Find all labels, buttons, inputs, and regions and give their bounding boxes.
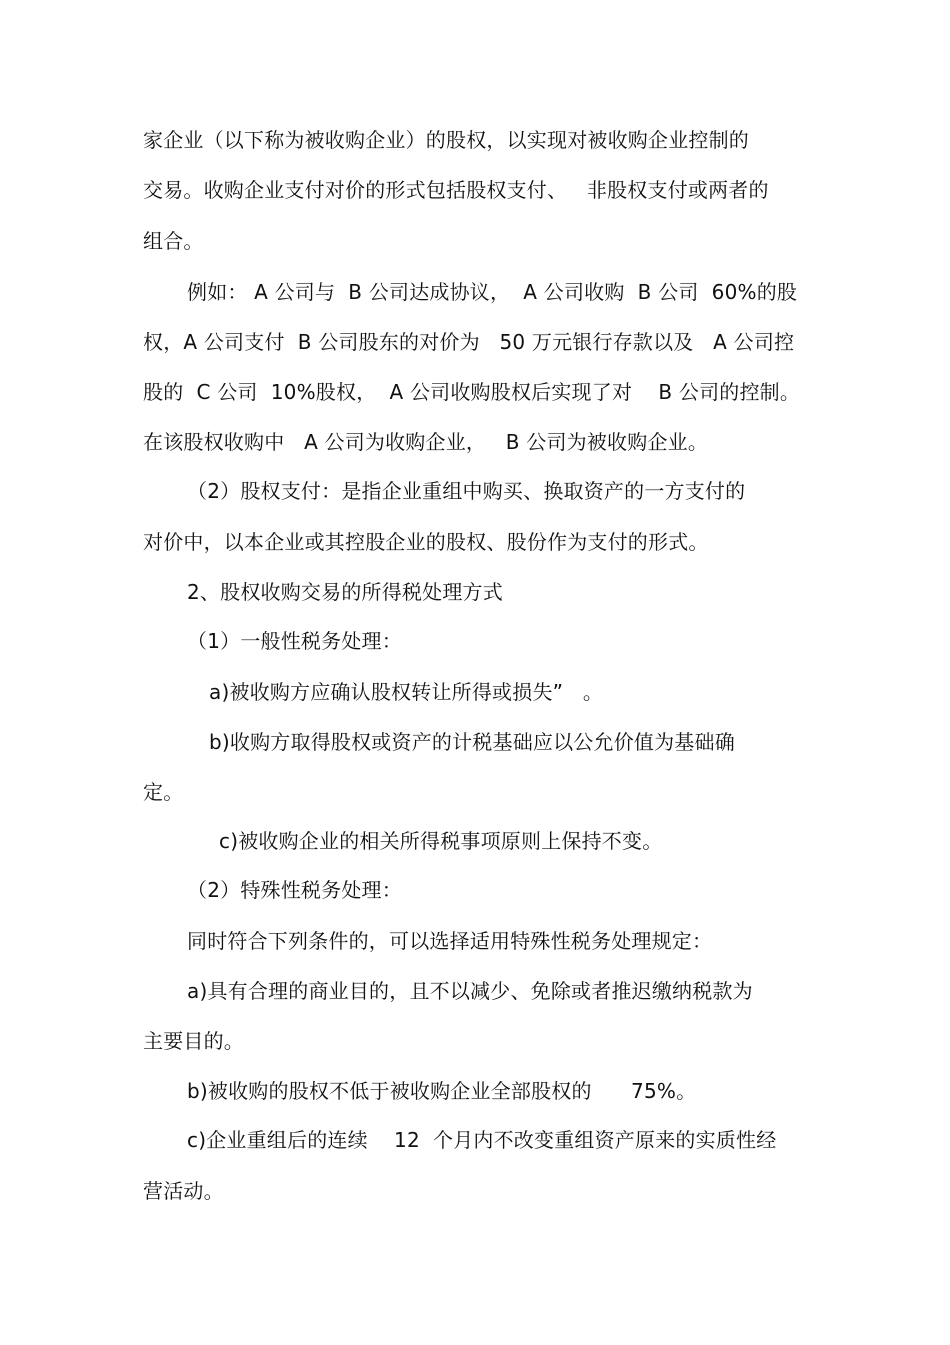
list-item: c)被收购企业的相关所得税事项原则上保持不变。 — [219, 829, 663, 853]
section-heading: 2、股权收购交易的所得税处理方式 — [187, 580, 503, 604]
list-item: a)具有合理的商业目的，且不以减少、免除或者推迟缴纳税款为 — [187, 979, 753, 1003]
subsection-heading: （2）特殊性税务处理： — [187, 878, 402, 902]
paragraph-line: （2）股权支付：是指企业重组中购买、换取资产的一方支付的 — [187, 479, 746, 503]
paragraph-line: 主要目的。 — [143, 1029, 244, 1053]
list-item: b)收购方取得股权或资产的计税基础应以公允价值为基础确 — [209, 730, 735, 754]
paragraph-line: 营活动。 — [143, 1179, 224, 1203]
paragraph-line: 定。 — [143, 780, 184, 804]
paragraph-line: 股的 C 公司 10%股权， A 公司收购股权后实现了对 B 公司的控制。 — [143, 380, 801, 404]
list-item: b)被收购的股权不低于被收购企业全部股权的 75%。 — [187, 1079, 697, 1103]
paragraph-line: 同时符合下列条件的，可以选择适用特殊性税务处理规定： — [187, 929, 713, 953]
paragraph-line: 交易。收购企业支付对价的形式包括股权支付、 非股权支付或两者的 — [143, 178, 769, 202]
paragraph-line: 在该股权收购中 A 公司为收购企业， B 公司为被收购企业。 — [143, 430, 709, 454]
paragraph-line: 权，A 公司支付 B 公司股东的对价为 50 万元银行存款以及 A 公司控 — [143, 330, 795, 354]
paragraph-line: 家企业（以下称为被收购企业）的股权，以实现对被收购企业控制的 — [143, 128, 749, 152]
paragraph-line: 例如： A 公司与 B 公司达成协议， A 公司收购 B 公司 60%的股 — [187, 280, 798, 304]
list-item: c)企业重组后的连续 12 个月内不改变重组资产原来的实质性经 — [187, 1128, 777, 1152]
subsection-heading: （1）一般性税务处理： — [187, 629, 402, 653]
paragraph-line: 对价中，以本企业或其控股企业的股权、股份作为支付的形式。 — [143, 530, 709, 554]
paragraph-line: 组合。 — [143, 229, 204, 253]
list-item: a)被收购方应确认股权转让所得或损失” 。 — [209, 680, 604, 704]
